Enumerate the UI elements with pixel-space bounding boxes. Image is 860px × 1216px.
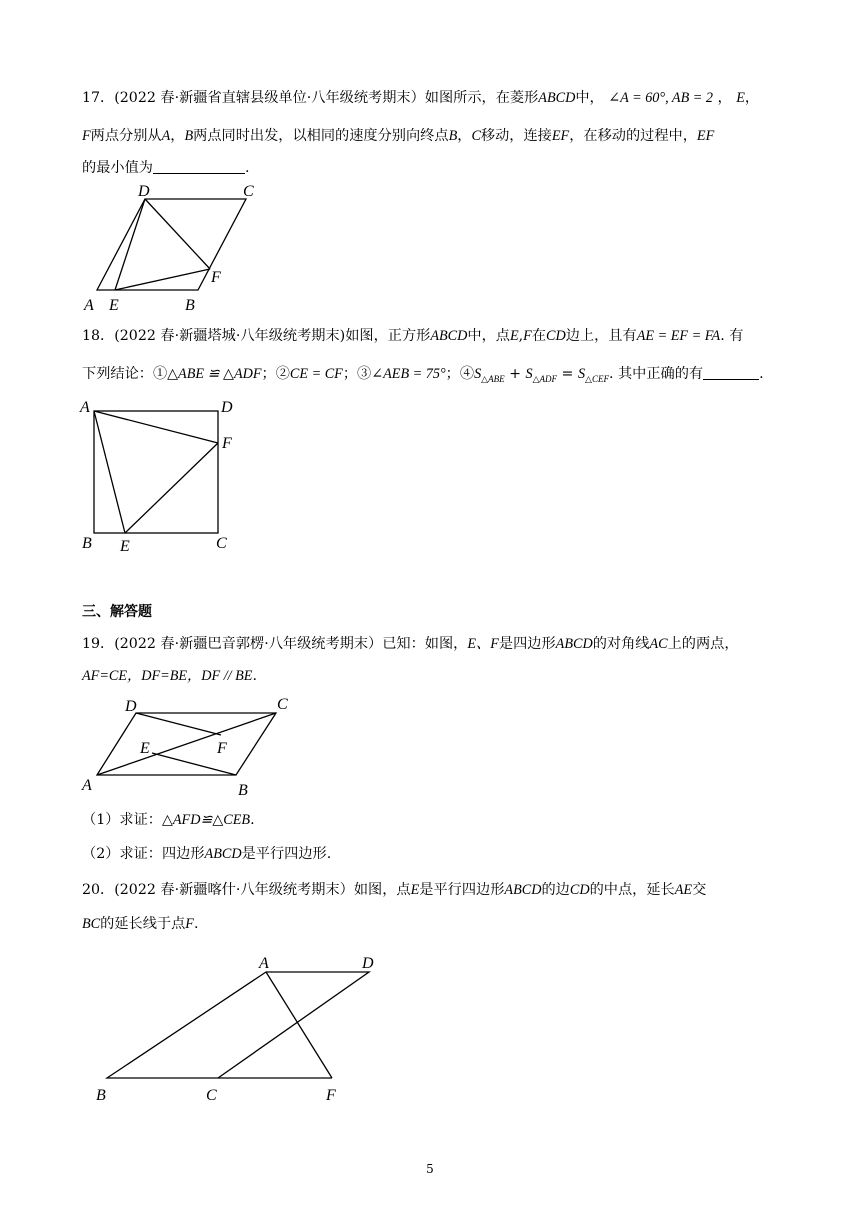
label-a: A [259, 955, 269, 972]
q20-abcd: ABCD [504, 882, 542, 898]
q17-t4: ， [457, 128, 472, 144]
q17-answer-blank[interactable] [153, 159, 245, 174]
label-b: B [96, 1087, 106, 1104]
q20-f: F [185, 916, 194, 932]
label-b: B [82, 535, 92, 552]
q19-p1-claim: △AFD≌△CEB [161, 812, 251, 828]
q20-t5: 交 [692, 882, 707, 898]
q18-s2-sub: △ADF [532, 374, 558, 384]
label-b: B [238, 782, 248, 799]
label-e: E [120, 538, 130, 555]
q18-e: E [509, 328, 519, 344]
q18-t2: 中，点 [467, 328, 510, 344]
q17-t2: ， [170, 128, 185, 144]
q17-t7: 的最小值为 [82, 160, 153, 176]
q19-t3: 的对角线 [592, 636, 650, 652]
q19-line-1 [82, 634, 739, 654]
square-abcd [94, 411, 218, 533]
q18-s1: S [474, 366, 482, 382]
label-e: E [109, 297, 119, 314]
label-c: C [206, 1087, 217, 1104]
q19-abcd: ABCD [555, 636, 593, 652]
q20-bc: BC [82, 916, 101, 932]
q20-parallelogram-figure [92, 950, 392, 1110]
q18-s1-sub: △ABE [481, 374, 505, 384]
segment-af [94, 411, 218, 443]
q18-t9: ；③ [342, 366, 372, 382]
q17-line-2 [82, 126, 714, 146]
q18-t10: ；④ [445, 366, 475, 382]
q17-t3: 两点同时出发，以相同的速度分别向终点 [193, 128, 449, 144]
segment-af [266, 972, 332, 1078]
q17-ef: EF [551, 128, 570, 144]
q20-t3: 的边 [541, 882, 570, 898]
label-e: E [140, 740, 150, 757]
label-a: A [84, 297, 94, 314]
q18-t3: , [518, 328, 524, 344]
q17-text: 17．(2022 春·新疆省直辖县级单位·八年级统考期末）如图所示，在菱形 [82, 90, 539, 106]
label-f: F [222, 435, 232, 452]
q18-t5: 边上，且有 [565, 328, 637, 344]
q18-line-1 [82, 326, 743, 346]
label-b: B [185, 297, 195, 314]
segment-df [145, 199, 210, 269]
q19-t5: . [252, 668, 257, 684]
page-number: 5 [426, 1162, 434, 1176]
label-d: D [362, 955, 374, 972]
q17-b2: B [448, 128, 458, 144]
segment-ef [125, 443, 218, 533]
q20-t2: 是平行四边形 [419, 882, 505, 898]
q17-a: A [161, 128, 171, 144]
segment-ef [115, 269, 210, 290]
label-f: F [326, 1087, 336, 1104]
q19-p2-end: 是平行四边形. [241, 846, 332, 862]
q17-mid: 中， [575, 90, 604, 106]
q19-ef: E、F [467, 636, 499, 652]
q17-line-3: 的最小值为 . [82, 160, 250, 176]
q17-t6: ，在移动的过程中， [569, 128, 697, 144]
q19-p1-text: （1）求证： [82, 812, 162, 828]
label-a: A [82, 777, 92, 794]
q20-line-1 [82, 880, 706, 900]
q17-abcd: ABCD [538, 90, 576, 106]
q18-f: F [523, 328, 532, 344]
segment-ae [94, 411, 125, 533]
q18-conclusion-2: CE = CF [289, 366, 343, 382]
q18-conclusion-3: ∠AEB = 75° [371, 366, 446, 382]
q19-p2-text: （2）求证：四边形 [82, 846, 205, 862]
q19-quadrilateral-figure [78, 692, 308, 802]
q19-t2: 是四边形 [498, 636, 556, 652]
q19-conditions: AF=CE，DF=BE，DF // BE [82, 668, 253, 684]
q18-line-2: 下列结论：①△ABE ≌ △ADF；②CE = CF；③∠AEB = 75°；$④S_{\triangle ABE} + S_{\triangle ADF} = S_{\triangle CEF}$. 其中正确的有 . [82, 366, 764, 384]
segment-de [115, 199, 145, 290]
q20-t1: 20．(2022 春·新疆喀什·八年级统考期末）如图，点 [82, 882, 411, 898]
q17-b: B [184, 128, 194, 144]
q18-s2: S [525, 366, 533, 382]
q18-cond: AE = EF = FA [636, 328, 721, 344]
q18-plus: + [504, 366, 526, 382]
q20-line-2 [82, 914, 198, 934]
q18-t8: ；② [261, 366, 290, 382]
q17-f: F [82, 128, 91, 144]
q18-t7: 下列结论：① [82, 366, 168, 382]
q20-t4: 的中点，延长 [589, 882, 675, 898]
q20-t7: . [193, 916, 199, 932]
label-c: C [277, 696, 288, 713]
q19-t4: 上的两点， [667, 636, 739, 652]
q17-line-1: 17．(2022 春·新疆省直辖县级单位·八年级统考期末）如图所示，在菱形ABCD中， ∠A = 60°, AB = 2 ， E， [82, 90, 760, 106]
q20-e: E [410, 882, 420, 898]
q18-s3: S [577, 366, 586, 382]
q18-conclusion-1: △ABE ≌ △ADF [167, 366, 262, 382]
label-a: A [80, 399, 90, 416]
label-d: D [221, 399, 233, 416]
q19-part-2 [82, 844, 331, 864]
q19-line-2 [82, 666, 257, 686]
label-d: D [125, 698, 137, 715]
label-d: D [138, 183, 150, 200]
q20-ae: AE [674, 882, 693, 898]
q18-t11: . 其中正确的有 [608, 366, 704, 382]
q17-t5: 移动，连接 [480, 128, 552, 144]
q17-rhombus-figure [80, 183, 280, 316]
diagonal-ac [97, 713, 276, 775]
q17-ef2: EF [696, 128, 715, 144]
q17-condition: ∠A = 60°, AB = 2 [608, 90, 714, 106]
q17-e: E [736, 90, 745, 106]
q19-part-1 [82, 810, 255, 830]
q19-p2-abcd: ABCD [204, 846, 242, 862]
q18-abcd: ABCD [430, 328, 468, 344]
label-f: F [211, 269, 221, 286]
q18-s3-sub: △CEF [585, 374, 609, 384]
parallelogram-abcd [107, 972, 369, 1078]
q19-p1-end: . [250, 812, 255, 828]
q18-eq: = [557, 366, 578, 382]
segment-df [136, 713, 221, 735]
q18-t1: 18．(2022 春·新疆塔城·八年级统考期末)如图，正方形 [82, 328, 431, 344]
q18-cd: CD [546, 328, 566, 344]
q18-t6: . 有 [720, 328, 744, 344]
q20-t6: 的延长线于点 [100, 916, 186, 932]
q19-t1: 19．(2022 春·新疆巴音郭楞·八年级统考期末）已知：如图， [82, 636, 468, 652]
section-title: 三、解答题 [82, 604, 152, 620]
q17-t1: 两点分别从 [90, 128, 162, 144]
q20-cd: CD [569, 882, 590, 898]
q17-c: C [471, 128, 481, 144]
q18-answer-blank[interactable] [703, 365, 759, 380]
q18-t4: 在 [531, 328, 547, 344]
q19-ac: AC [649, 636, 668, 652]
label-c: C [243, 183, 254, 200]
q18-square-figure [78, 398, 248, 558]
label-f: F [217, 740, 227, 757]
label-c: C [216, 535, 227, 552]
